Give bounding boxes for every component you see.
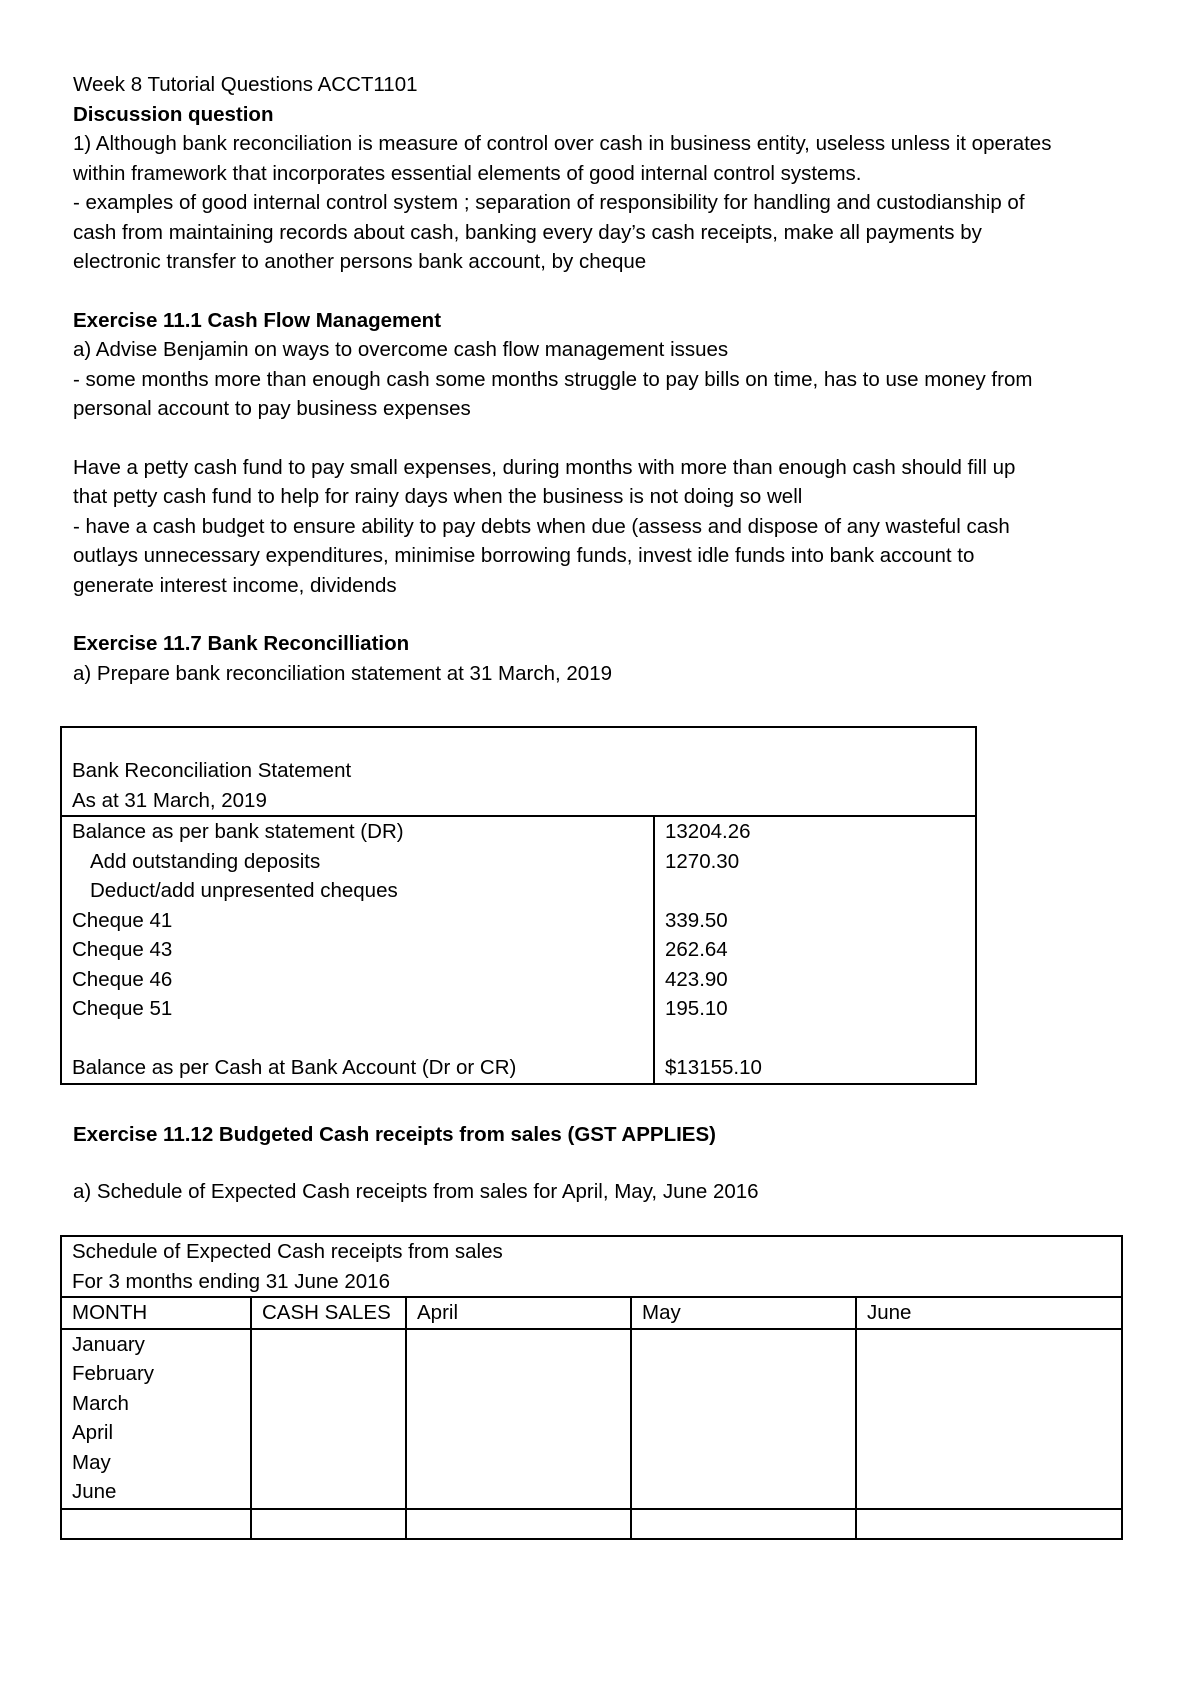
schedule-body-row	[61, 1329, 1122, 1509]
month-label: March	[72, 1391, 129, 1415]
table-row	[61, 906, 976, 936]
empty-cell	[631, 1329, 856, 1509]
recon-label: Cheque 43	[61, 935, 654, 965]
column-header: June	[856, 1297, 1122, 1329]
table-row	[61, 965, 976, 995]
table-row	[61, 935, 976, 965]
month-label: April	[72, 1421, 114, 1444]
exercise-11-7-heading: Exercise 11.7 Bank Reconcilliation	[73, 632, 410, 655]
discussion-line: within framework that incorporates essential elements of good internal control systems.	[73, 161, 862, 185]
discussion-line: cash from maintaining records about cash, banking every day’s cash receipts, make all payments by	[73, 220, 982, 244]
table-row	[61, 876, 976, 906]
column-header: CASH SALES	[251, 1297, 406, 1329]
empty-cell	[856, 1329, 1122, 1509]
table-row	[61, 816, 976, 847]
empty-cell	[856, 1509, 1122, 1539]
recon-value: 262.64	[654, 935, 976, 965]
month-label: June	[72, 1480, 117, 1503]
column-header: MONTH	[61, 1297, 251, 1329]
exercise-11-1-answer-line: - have a cash budget to ensure ability to pay debts when due (assess and dispose of any wasteful cash	[73, 514, 1010, 538]
month-label: May	[72, 1450, 111, 1474]
recon-total-label: Balance as per Cash at Bank Account (Dr or CR)	[61, 1053, 654, 1084]
exercise-11-12-part-a: a) Schedule of Expected Cash receipts from sales for April, May, June 2016	[73, 1179, 759, 1203]
recon-value: 195.10	[654, 994, 976, 1024]
empty-cell	[251, 1329, 406, 1509]
recon-label: Cheque 41	[61, 906, 654, 936]
recon-value: 423.90	[654, 965, 976, 995]
empty-cell	[406, 1329, 631, 1509]
discussion-line: 1) Although bank reconciliation is measure of control over cash in business entity, useless unless it operates	[73, 132, 1052, 155]
recon-title-cell	[61, 727, 976, 816]
recon-label: Add outstanding deposits	[61, 847, 654, 877]
table-row-spacer	[61, 1024, 976, 1054]
recon-title: Bank Reconciliation Statement	[72, 759, 352, 782]
recon-total-value: $13155.10	[654, 1053, 976, 1084]
month-label: January	[72, 1332, 145, 1356]
empty-cell	[406, 1509, 631, 1539]
recon-label: Cheque 51	[61, 994, 654, 1024]
exercise-11-1-line: personal account to pay business expenses	[73, 397, 471, 420]
column-header: April	[406, 1297, 631, 1329]
discussion-line: electronic transfer to another persons bank account, by cheque	[73, 250, 647, 273]
exercise-11-1-answer-line: outlays unnecessary expenditures, minimise borrowing funds, invest idle funds into bank account to	[73, 544, 975, 567]
recon-value	[654, 876, 976, 906]
column-header: May	[631, 1297, 856, 1329]
empty-cell	[251, 1509, 406, 1539]
schedule-header-row	[61, 1297, 1122, 1329]
schedule-title-cell	[61, 1236, 1122, 1297]
table-row	[61, 847, 976, 877]
exercise-11-12-heading: Exercise 11.12 Budgeted Cash receipts from sales (GST APPLIES)	[73, 1123, 716, 1146]
discussion-line: - examples of good internal control system ; separation of responsibility for handling and custodianship of	[73, 191, 1025, 214]
document-title: Week 8 Tutorial Questions ACCT1101	[73, 73, 418, 96]
schedule-subtitle: For 3 months ending 31 June 2016	[72, 1269, 390, 1293]
schedule-title: Schedule of Expected Cash receipts from sales	[72, 1240, 503, 1263]
empty-cell	[61, 1509, 251, 1539]
recon-value: 13204.26	[654, 816, 976, 847]
bank-reconciliation-table	[60, 726, 977, 1085]
table-row-total	[61, 1053, 976, 1084]
cash-receipts-schedule-table	[60, 1235, 1123, 1540]
recon-subtitle: As at 31 March, 2019	[72, 788, 267, 812]
exercise-11-1-answer-line: that petty cash fund to help for rainy days when the business is not doing so well	[73, 485, 803, 508]
exercise-11-1-answer-line: generate interest income, dividends	[73, 573, 397, 597]
table-row	[61, 994, 976, 1024]
empty-cell	[631, 1509, 856, 1539]
exercise-11-1-heading: Exercise 11.1 Cash Flow Management	[73, 308, 442, 332]
exercise-11-1-line: a) Advise Benjamin on ways to overcome cash flow management issues	[73, 338, 729, 361]
month-label: February	[72, 1362, 155, 1385]
recon-label: Cheque 46	[61, 965, 654, 995]
recon-label: Balance as per bank statement (DR)	[61, 816, 654, 847]
schedule-total-row	[61, 1509, 1122, 1539]
month-list-cell	[61, 1329, 251, 1509]
document-body	[73, 70, 1133, 688]
discussion-heading: Discussion question	[73, 102, 274, 126]
recon-label: Deduct/add unpresented cheques	[61, 876, 654, 906]
exercise-11-7-part-a: a) Prepare bank reconciliation statement at 31 March, 2019	[73, 661, 612, 685]
exercise-11-1-line: - some months more than enough cash some months struggle to pay bills on time, has to use money from	[73, 367, 1033, 391]
exercise-11-12-block	[73, 1120, 759, 1206]
exercise-11-1-answer-line: Have a petty cash fund to pay small expenses, during months with more than enough cash should fill up	[73, 455, 1016, 479]
recon-value: 1270.30	[654, 847, 976, 877]
recon-value: 339.50	[654, 906, 976, 936]
